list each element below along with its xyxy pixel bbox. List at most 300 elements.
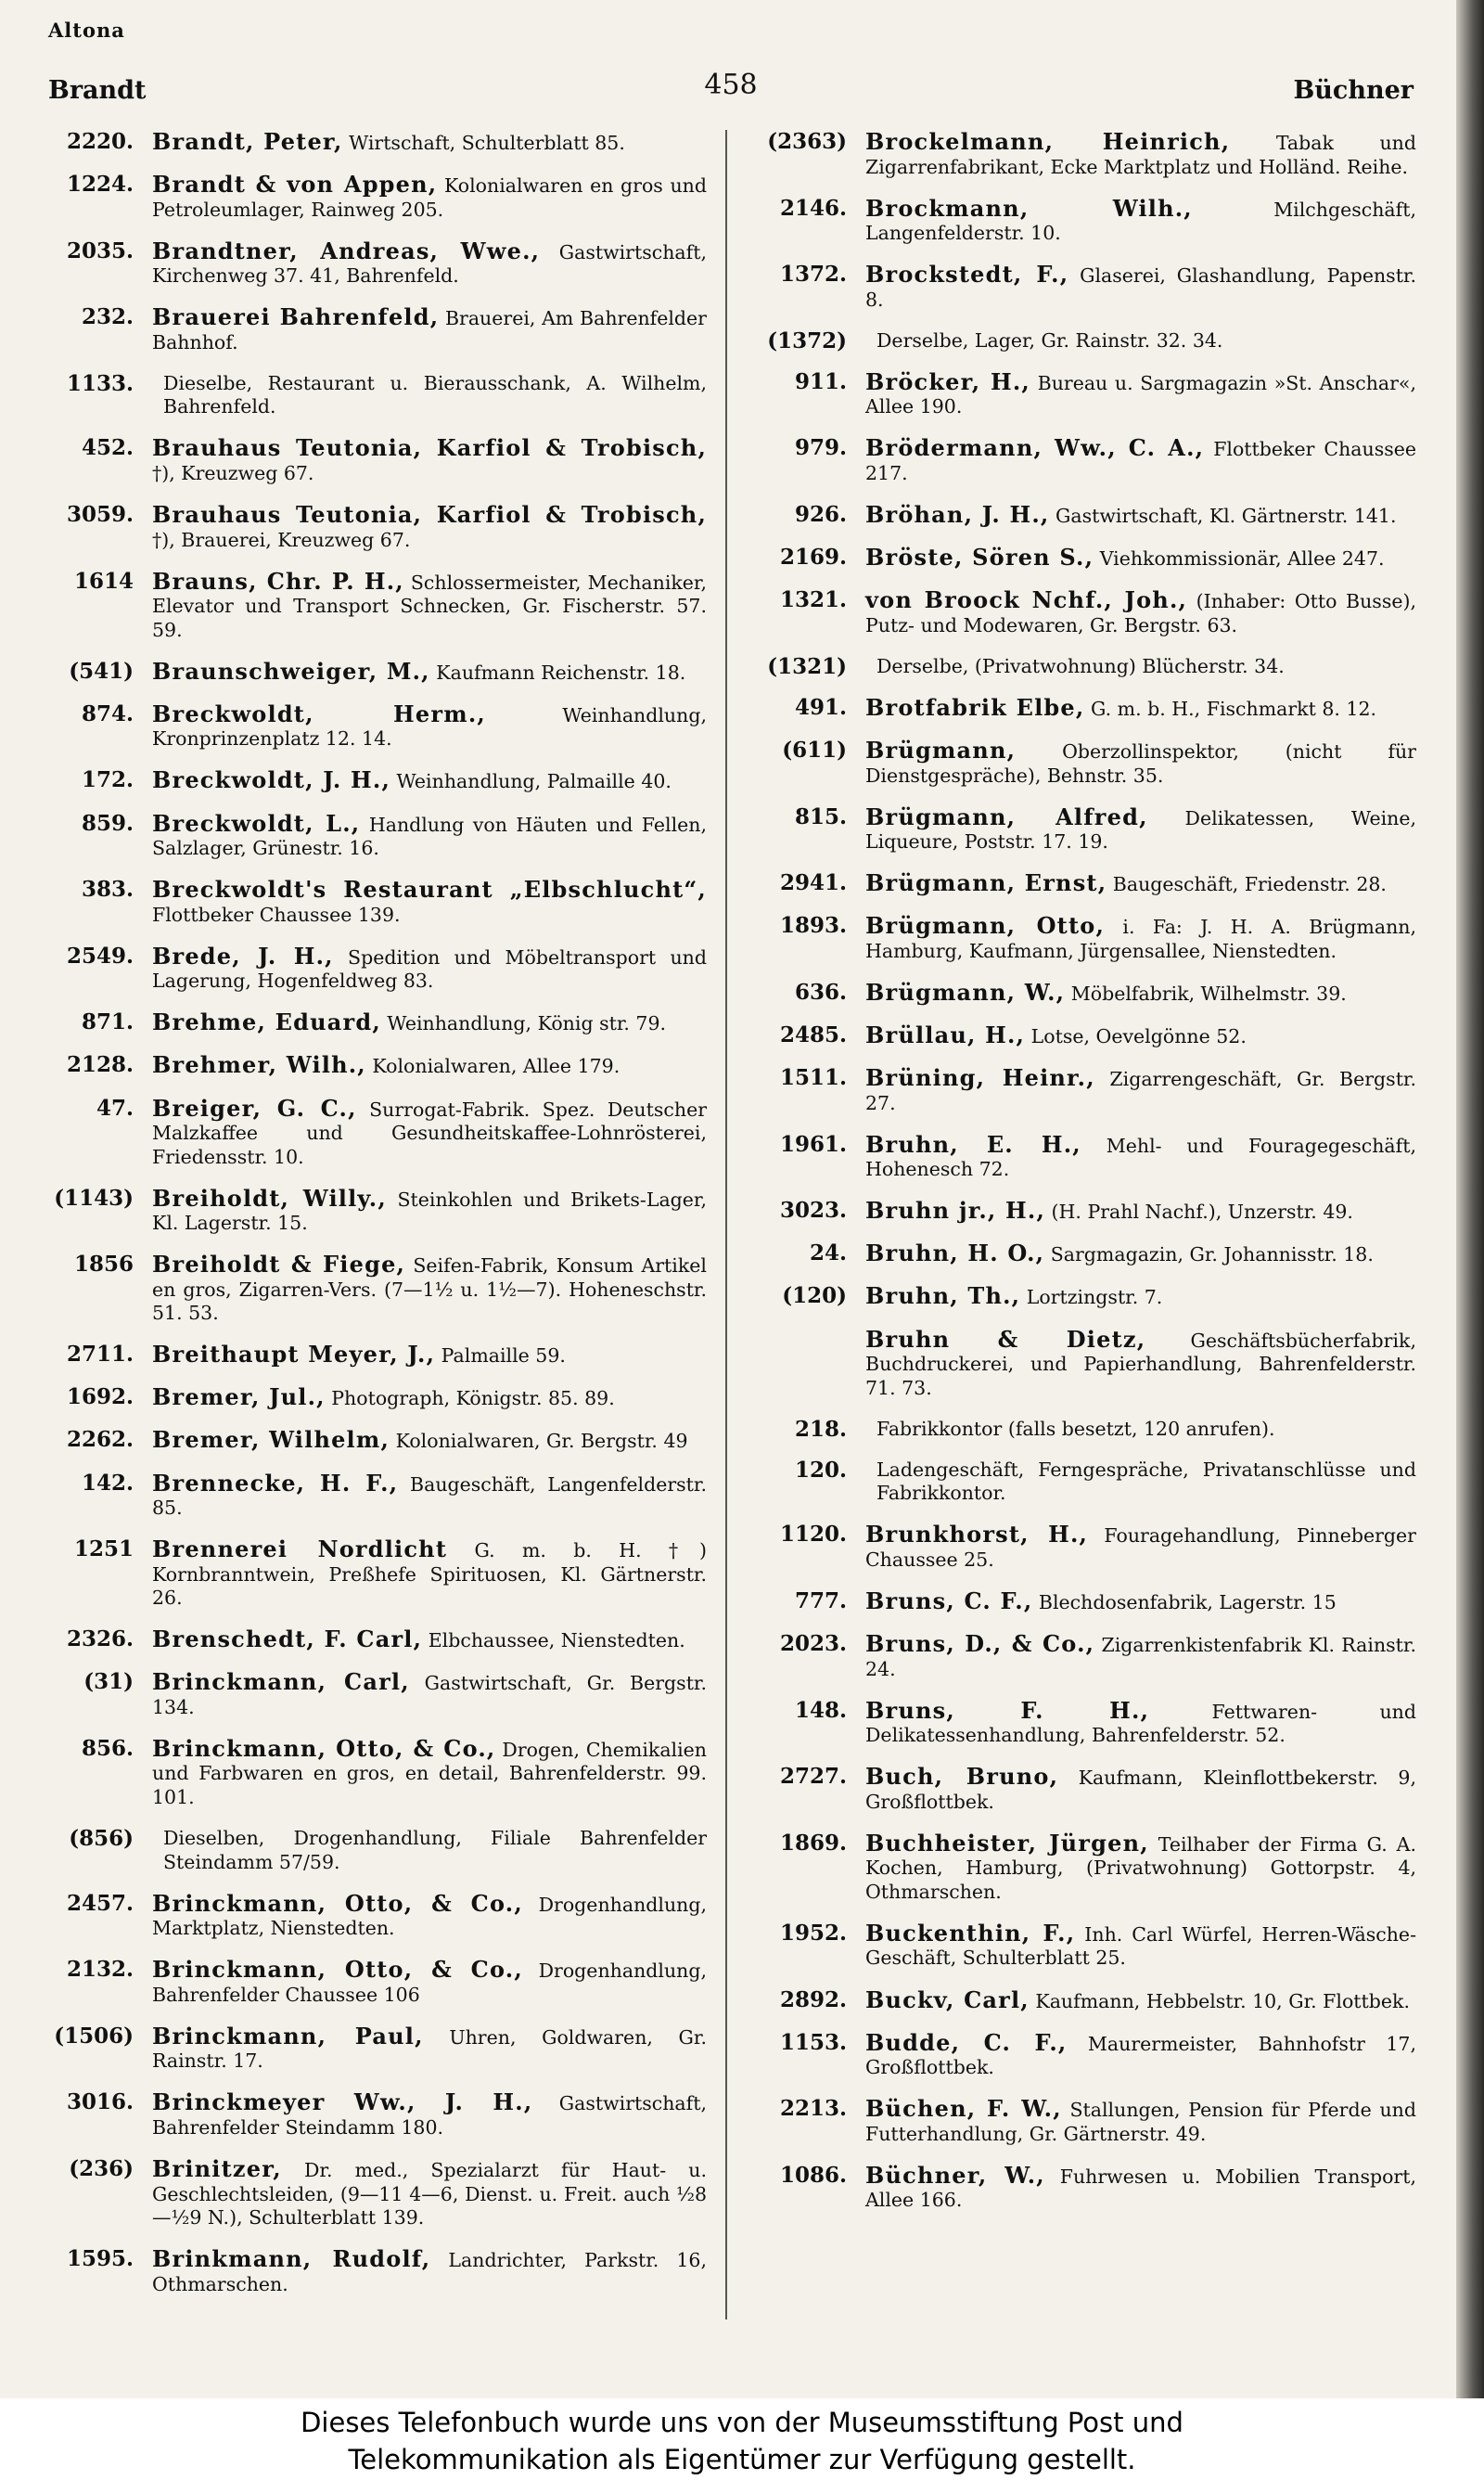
subscriber-details: Inh. Carl Würfel, Herren-Wäsche-Geschäft, Schulterblatt 25. <box>865 1922 1416 1970</box>
subscriber-name: Büchen, F. W., <box>865 2095 1062 2123</box>
entry-text <box>143 1537 707 1611</box>
subscriber-details: Viehkommissionär, Allee 247. <box>1099 547 1385 571</box>
subscriber-details: Spedition und Möbeltransport und Lagerung, Hogenfeldweg 83. <box>152 945 707 993</box>
entry-text <box>143 1428 707 1454</box>
entry-text <box>143 768 707 794</box>
phone-number: (611) <box>782 738 847 764</box>
phone-number: 859. <box>81 810 134 836</box>
phone-number: 874. <box>81 700 134 726</box>
subscriber-details: Lortzingstr. 7. <box>1026 1286 1163 1309</box>
entry-text <box>856 130 1416 179</box>
entry-text <box>856 588 1416 637</box>
entry-text <box>856 367 1416 419</box>
directory-entry <box>46 2024 707 2074</box>
subscriber-name: Bröste, Sören S., <box>865 544 1094 572</box>
subscriber-name: Bruns, F. H., <box>865 1696 1150 1724</box>
subscriber-name: von Broock Nchf., Joh., <box>865 586 1188 614</box>
directory-entry <box>756 1130 1416 1182</box>
phone-number: (1143) <box>54 1185 134 1211</box>
phone-number: 1961. <box>779 1131 847 1157</box>
directory-entry <box>46 503 707 552</box>
directory-entry <box>756 1418 1416 1442</box>
entry-text <box>856 194 1416 246</box>
subscriber-details: Geschäftsbücherfabrik, Buchdruckerei, und Papierhandlung, Bahrenfelderstr. 71. 73. <box>865 1329 1416 1399</box>
entry-text <box>856 1831 1416 1905</box>
entry-text <box>856 1023 1416 1049</box>
subscriber-name: Brockelmann, Heinrich, <box>865 128 1231 155</box>
entry-text <box>143 567 707 643</box>
subscriber-name: Buch, Bruno, <box>865 1763 1059 1791</box>
directory-entry <box>46 809 707 861</box>
entry-text <box>856 655 1416 679</box>
phone-number: 926. <box>794 502 847 528</box>
subscriber-details: Uhren, Goldwaren, Gr. Rainstr. 17. <box>152 2025 707 2073</box>
phone-number: 3016. <box>66 2089 134 2115</box>
subscriber-name: Brehme, Eduard, <box>152 1009 381 1036</box>
directory-entry <box>46 1889 707 1941</box>
phone-number: (120) <box>782 1283 847 1309</box>
subscriber-name: Brinckmann, Otto, & Co., <box>152 1734 496 1762</box>
header-first-entry: Brandt <box>48 76 147 105</box>
subscriber-name: Bruhn, H. O., <box>865 1240 1045 1267</box>
directory-entry <box>46 1958 707 2007</box>
entry-text <box>856 329 1416 353</box>
directory-entry <box>756 367 1416 419</box>
phone-number: (541) <box>69 658 134 684</box>
subscriber-name: Brinckmeyer Ww., J. H., <box>152 2088 533 2116</box>
subscriber-name: Breckwoldt, L., <box>152 809 361 837</box>
entry-text <box>856 805 1416 855</box>
entry-text <box>143 305 707 354</box>
entry-text <box>856 1418 1416 1442</box>
subscriber-details: Fuhrwesen u. Mobilien Transport, Allee 166. <box>865 2165 1416 2212</box>
subscriber-name: Bruhn jr., H., <box>865 1197 1046 1225</box>
entry-text <box>856 1921 1416 1971</box>
entry-text <box>143 657 707 686</box>
entry-text <box>143 944 707 994</box>
phone-number: 1511. <box>779 1065 847 1091</box>
directory-entry <box>46 1428 707 1454</box>
directory-entry <box>756 655 1416 679</box>
subscriber-details: Möbelfabrik, Wilhelmstr. 39. <box>1070 982 1347 1005</box>
entry-text <box>143 1889 707 1941</box>
directory-entry <box>756 914 1416 963</box>
phone-number: 3059. <box>66 502 134 528</box>
directory-entry <box>756 194 1416 246</box>
subscriber-details: Weinhandlung, Kronprinzenplatz 12. 14. <box>152 703 707 751</box>
entry-text <box>856 1284 1416 1310</box>
subscriber-details: Steinkohlen und Brikets-Lager, Kl. Lagerstr. 15. <box>152 1188 707 1235</box>
subscriber-name: Brennecke, H. F., <box>152 1469 399 1497</box>
directory-entry <box>756 588 1416 637</box>
subscriber-name: Brinckmann, Otto, & Co., <box>152 1956 523 1984</box>
entry-text <box>856 1130 1416 1182</box>
subscriber-name: Brennerei Nordlicht <box>152 1536 448 1563</box>
subscriber-name: Breithaupt Meyer, J., <box>152 1341 436 1368</box>
entry-text <box>856 914 1416 963</box>
directory-entry <box>756 436 1416 485</box>
subscriber-details: Tabak und Zigarrenfabrikant, Ecke Marktplatz und Holländ. Reihe. <box>865 132 1416 178</box>
subscriber-name: Brügmann, Ernst, <box>865 869 1107 897</box>
directory-entry <box>46 173 707 222</box>
entry-text <box>143 239 707 289</box>
entry-text <box>856 546 1416 572</box>
phone-number: 1321. <box>779 587 847 613</box>
phone-number: 47. <box>96 1095 134 1121</box>
subscriber-details: Derselbe, (Privatwohnung) Blücherstr. 34. <box>876 654 1285 677</box>
subscriber-name: Brotfabrik Elbe, <box>865 693 1085 721</box>
page-header <box>48 67 1414 104</box>
entry-text <box>143 1010 707 1036</box>
phone-number: 2035. <box>66 238 134 263</box>
subscriber-details: Flottbeker Chaussee 139. <box>152 903 401 926</box>
entry-text <box>856 1632 1416 1681</box>
phone-number: 120. <box>794 1457 847 1483</box>
subscriber-details: Ladengeschäft, Ferngespräche, Privatanschlüsse und Fabrikkontor. <box>876 1458 1416 1505</box>
subscriber-details: Flottbeker Chaussee 217. <box>865 438 1416 484</box>
entry-text <box>143 2090 707 2139</box>
subscriber-details: Dr. med., Spezialarzt für Haut- u. Geschlechtsleiden, (9—11 4—6, Dienst. u. Freit. auch ½8—½9 N.), Schulterblatt 139. <box>152 2159 707 2229</box>
footer-line-2: Telekommunikation als Eigentümer zur Verfügung gestellt. <box>348 2444 1136 2475</box>
phone-number: 777. <box>794 1587 847 1613</box>
header-last-entry: Büchner <box>1293 76 1414 105</box>
phone-number: 2485. <box>779 1022 847 1047</box>
footer-line-1: Dieses Telefonbuch wurde uns von der Museumsstiftung Post und <box>301 2407 1183 2438</box>
subscriber-details: Handlung von Häuten und Fellen, Salzlager, Grünestr. 16. <box>152 813 707 860</box>
directory-entry <box>46 567 707 643</box>
subscriber-name: Brinitzer, <box>152 2155 282 2182</box>
phone-number: 1153. <box>779 2029 847 2055</box>
directory-entry <box>756 2161 1416 2213</box>
column-divider <box>725 130 727 2319</box>
subscriber-name: Brandtner, Andreas, Wwe., <box>152 237 541 264</box>
directory-entry <box>756 693 1416 722</box>
directory-entry <box>756 1632 1416 1681</box>
subscriber-details: G. m. b. H., Fischmarkt 8. 12. <box>1090 697 1377 720</box>
subscriber-name: Büchner, W., <box>865 2161 1045 2189</box>
entry-text <box>143 1053 707 1079</box>
subscriber-name: Brödermann, Ww., C. A., <box>865 434 1205 462</box>
subscriber-details: Blechdosenfabrik, Lagerstr. 15 <box>1038 1590 1337 1613</box>
subscriber-name: Brinckmann, Carl, <box>152 1668 410 1696</box>
subscriber-name: Brüning, Heinr., <box>865 1064 1095 1092</box>
subscriber-name: Brauerei Bahrenfeld, <box>152 303 440 331</box>
directory-entry <box>46 1471 707 1521</box>
subscriber-details: Mehl- und Fouragegeschäft, Hohenesch 72. <box>865 1134 1416 1181</box>
entry-text <box>856 1199 1416 1225</box>
subscriber-name: Brinckmann, Paul, <box>152 2022 424 2050</box>
subscriber-name: Brinkmann, Rudolf, <box>152 2245 431 2273</box>
entry-text <box>143 809 707 861</box>
phone-number: (1372) <box>767 328 847 353</box>
phone-number: 3023. <box>779 1198 847 1224</box>
subscriber-details: i. Fa: J. H. A. Brügmann, Hamburg, Kaufmann, Jürgensallee, Nienstedten. <box>865 916 1416 962</box>
directory-entry <box>756 2028 1416 2080</box>
subscriber-details: Photograph, Königstr. 85. 89. <box>331 1387 615 1410</box>
directory-entry <box>46 2090 707 2139</box>
directory-entry <box>756 978 1416 1007</box>
directory-entry <box>46 130 707 156</box>
subscriber-name: Brüllau, H., <box>865 1022 1026 1048</box>
phone-number: (856) <box>69 1826 134 1852</box>
subscriber-details: G. m. b. H. †) Kornbranntwein, Preßhefe Spirituosen, Kl. Gärtnerstr. 26. <box>152 1539 707 1610</box>
subscriber-name: Brauns, Chr. P. H., <box>152 567 404 595</box>
directory-entry <box>46 436 707 485</box>
subscriber-name: Buckv, Carl, <box>865 1985 1030 2013</box>
subscriber-details: Zigarrenkistenfabrik Kl. Rainstr. 24. <box>865 1634 1416 1680</box>
subscriber-details: Oberzollinspektor, (nicht für Dienstgespräche), Behnstr. 35. <box>865 740 1416 787</box>
directory-entry <box>756 871 1416 897</box>
subscriber-name: Brandt & von Appen, <box>152 171 438 199</box>
directory-entry <box>46 1094 707 1170</box>
subscriber-details: Drogenhandlung, Bahrenfelder Chaussee 106 <box>152 1960 707 2006</box>
subscriber-name: Breckwoldt's Restaurant „Elbschlucht“, <box>152 876 707 904</box>
phone-number: 1086. <box>779 2162 847 2188</box>
directory-entry <box>46 239 707 289</box>
directory-entry <box>756 130 1416 179</box>
entry-text <box>856 263 1416 312</box>
entry-text <box>143 2247 707 2296</box>
directory-entry <box>46 1343 707 1368</box>
entry-text <box>856 693 1416 722</box>
subscriber-details: Stallungen, Pension für Pferde und Futterhandlung, Gr. Gärtnerstr. 49. <box>865 2099 1416 2145</box>
phone-number: (31) <box>83 1669 134 1695</box>
subscriber-name: Bruhn & Dietz, <box>865 1325 1146 1353</box>
subscriber-details: Wirtschaft, Schulterblatt 85. <box>349 132 625 154</box>
directory-entry <box>756 1066 1416 1115</box>
right-column <box>756 130 1416 2229</box>
entry-text <box>143 1343 707 1368</box>
subscriber-name: Brunkhorst, H., <box>865 1521 1089 1548</box>
subscriber-details: Kaufmann, Kleinflottbekerstr. 9, Großflottbek. <box>865 1767 1416 1813</box>
subscriber-name: Brenschedt, F. Carl, <box>152 1625 423 1653</box>
subscriber-details: Seifen-Fabrik, Konsum Artikel en gros, Zigarren-Vers. (7—1½ u. 1½—7). Hoheneschstr. 51. 53. <box>152 1254 707 1325</box>
phone-number: 383. <box>81 877 134 903</box>
subscriber-details: Delikatessen, Weine, Liqueure, Poststr. 17. 19. <box>865 806 1416 854</box>
directory-entry <box>46 372 707 419</box>
directory-entry <box>756 263 1416 312</box>
subscriber-name: Bremer, Jul., <box>152 1383 326 1411</box>
phone-number: 2146. <box>779 195 847 221</box>
subscriber-name: Brandt, Peter, <box>152 128 343 155</box>
directory-entry <box>46 944 707 994</box>
phone-number: 636. <box>794 979 847 1005</box>
phone-number: (236) <box>69 2156 134 2181</box>
subscriber-details: Kolonialwaren en gros und Petroleumlager, Rainweg 205. <box>152 174 707 221</box>
subscriber-name: Breiholdt & Fiege, <box>152 1251 406 1279</box>
phone-number: 232. <box>81 304 134 330</box>
directory-entry <box>46 1053 707 1079</box>
subscriber-details: Elbchaussee, Nienstedten. <box>428 1629 685 1652</box>
subscriber-details: †), Brauerei, Kreuzweg 67. <box>152 528 411 551</box>
book-binding-edge <box>1456 0 1484 2398</box>
directory-entry <box>46 1385 707 1411</box>
phone-number: 911. <box>794 368 847 394</box>
directory-entry <box>46 1734 707 1810</box>
directory-entry <box>756 1284 1416 1310</box>
subscriber-details: Teilhaber der Firma G. A. Kochen, Hamburg, (Privatwohnung) Gottorpstr. 4, Othmarschen. <box>865 1832 1416 1903</box>
entry-text <box>143 130 707 156</box>
subscriber-details: Bureau u. Sargmagazin »St. Anschar«, Allee 190. <box>865 371 1416 418</box>
phone-number: 142. <box>81 1470 134 1496</box>
entry-text <box>143 1670 707 1719</box>
subscriber-name: Bremer, Wilhelm, <box>152 1426 390 1454</box>
directory-entry <box>46 702 707 752</box>
directory-entry <box>46 1627 707 1653</box>
directory-entry <box>756 805 1416 855</box>
phone-number: 1614 <box>73 568 134 594</box>
subscriber-name: Breiholdt, Willy., <box>152 1184 387 1212</box>
subscriber-details: Baugeschäft, Friedenstr. 28. <box>1112 873 1387 896</box>
phone-number: 1133. <box>66 370 134 396</box>
subscriber-details: Maurermeister, Bahnhofstr 17, Großflottbek. <box>865 2032 1416 2079</box>
footer-notice <box>0 2398 1484 2480</box>
phone-number: 2941. <box>779 870 847 896</box>
phone-number: 491. <box>794 694 847 720</box>
subscriber-name: Bröcker, H., <box>865 367 1030 395</box>
phone-number: 2220. <box>66 129 134 154</box>
phone-number: 1251 <box>73 1536 134 1562</box>
subscriber-name: Breckwoldt, Herm., <box>152 700 486 727</box>
phone-number: 2457. <box>66 1890 134 1916</box>
subscriber-name: Bruhn, E. H., <box>865 1130 1081 1158</box>
phone-number: 2549. <box>66 943 134 969</box>
left-column <box>46 130 707 2314</box>
subscriber-details: Brauerei, Am Bahrenfelder Bahnhof. <box>152 307 707 353</box>
phone-number: 1692. <box>66 1384 134 1410</box>
subscriber-details: Fabrikkontor (falls besetzt, 120 anrufen). <box>876 1417 1275 1440</box>
subscriber-name: Brauhaus Teutonia, Karfiol & Trobisch, <box>152 501 707 529</box>
directory-entry <box>756 1696 1416 1748</box>
subscriber-name: Brockstedt, F., <box>865 261 1069 289</box>
subscriber-details: †), Kreuzweg 67. <box>152 461 314 484</box>
phone-number: 452. <box>81 435 134 461</box>
subscriber-name: Buckenthin, F., <box>865 1919 1076 1947</box>
directory-entry <box>756 2097 1416 2146</box>
directory-entry <box>46 1184 707 1236</box>
directory-entry <box>46 305 707 354</box>
subscriber-details: Baugeschäft, Langenfelderstr. 85. <box>152 1472 707 1520</box>
directory-entry <box>46 878 707 927</box>
entry-text <box>856 1241 1416 1267</box>
subscriber-details: Palmaille 59. <box>441 1344 566 1368</box>
entry-text <box>143 1385 707 1411</box>
subscriber-name: Bruns, D., & Co., <box>865 1630 1095 1658</box>
subscriber-name: Brügmann, Otto, <box>865 912 1106 940</box>
entry-text <box>856 1066 1416 1115</box>
subscriber-details: Gastwirtschaft, Kl. Gärtnerstr. 141. <box>1055 505 1397 528</box>
phone-number: 218. <box>794 1416 847 1442</box>
phone-number: (2363) <box>767 129 847 154</box>
subscriber-name: Brügmann, Alfred, <box>865 803 1148 830</box>
directory-entry <box>46 768 707 794</box>
entry-text <box>143 436 707 485</box>
phone-number: 1595. <box>66 2246 134 2272</box>
subscriber-details: Zigarrengeschäft, Gr. Bergstr. 27. <box>865 1068 1416 1114</box>
subscriber-details: Derselbe, Lager, Gr. Rainstr. 32. 34. <box>876 328 1223 352</box>
phone-number: 2711. <box>66 1342 134 1368</box>
directory-entry <box>756 1199 1416 1225</box>
subscriber-name: Bruhn, Th., <box>865 1282 1021 1310</box>
subscriber-details: Drogenhandlung, Marktplatz, Nienstedten. <box>152 1893 707 1940</box>
entry-text <box>143 503 707 552</box>
entry-text <box>856 503 1416 529</box>
subscriber-details: (Inhaber: Otto Busse), Putz- und Modewaren, Gr. Bergstr. 63. <box>865 590 1416 636</box>
directory-entry <box>756 1241 1416 1267</box>
directory-entry <box>756 546 1416 572</box>
entry-text <box>143 1471 707 1521</box>
entry-text <box>856 2028 1416 2080</box>
entry-text <box>856 1765 1416 1814</box>
subscriber-name: Brinckmann, Otto, & Co., <box>152 1889 523 1917</box>
subscriber-name: Braunschweiger, M., <box>152 657 430 685</box>
subscriber-name: Budde, C. F., <box>865 2028 1068 2056</box>
phone-number: 2132. <box>66 1957 134 1983</box>
phone-number: 979. <box>794 435 847 461</box>
phone-number: 856. <box>81 1735 134 1761</box>
phone-number: 815. <box>794 803 847 829</box>
phone-number: 1893. <box>779 913 847 939</box>
entry-text <box>143 702 707 752</box>
phone-number: 1869. <box>779 1830 847 1856</box>
directory-entry <box>46 1537 707 1611</box>
directory-entry <box>756 503 1416 529</box>
directory-entry <box>46 657 707 686</box>
subscriber-details: Gastwirtschaft, Gr. Bergstr. 134. <box>152 1672 707 1718</box>
phone-number: 1120. <box>779 1522 847 1548</box>
subscriber-details: Glaserei, Glashandlung, Papenstr. 8. <box>865 264 1416 311</box>
directory-entry <box>46 2247 707 2296</box>
entry-text <box>856 1523 1416 1572</box>
subscriber-details: Landrichter, Parkstr. 16, Othmarschen. <box>152 2249 707 2295</box>
phone-number: 2023. <box>779 1631 847 1657</box>
phone-number: 2727. <box>779 1764 847 1790</box>
directory-entry <box>756 1523 1416 1572</box>
subscriber-details: Kolonialwaren, Allee 179. <box>372 1055 620 1078</box>
entry-text <box>143 173 707 222</box>
directory-entry <box>46 1670 707 1719</box>
subscriber-details: Lotse, Oevelgönne 52. <box>1030 1025 1247 1047</box>
page-number: 458 <box>704 69 758 101</box>
subscriber-details: Dieselbe, Restaurant u. Bierausschank, A. Wilhelm, Bahrenfeld. <box>163 371 707 418</box>
entry-text <box>143 878 707 927</box>
phone-number: 148. <box>794 1697 847 1723</box>
subscriber-details: Surrogat-Fabrik. Spez. Deutscher Malzkaffee und Gesundheitskaffee-Lohnrösterei, Friedensstr. 10. <box>152 1098 707 1168</box>
phone-number: 2892. <box>779 1986 847 2012</box>
directory-entry <box>756 1831 1416 1905</box>
phone-number: 172. <box>81 767 134 793</box>
subscriber-details: Milchgeschäft, Langenfelderstr. 10. <box>865 198 1416 245</box>
subscriber-details: Kolonialwaren, Gr. Bergstr. 49 <box>395 1430 688 1453</box>
phone-number: 2169. <box>779 545 847 571</box>
subscriber-details: Drogen, Chemikalien und Farbwaren en gros, en detail, Bahrenfelderstr. 99. 101. <box>152 1738 707 1808</box>
directory-entry <box>756 1589 1416 1615</box>
entry-text <box>856 1696 1416 1748</box>
subscriber-name: Bröhan, J. H., <box>865 501 1050 529</box>
directory-entry <box>756 1325 1416 1401</box>
subscriber-name: Brede, J. H., <box>152 942 334 970</box>
entry-text <box>856 1589 1416 1615</box>
directory-entry <box>756 739 1416 788</box>
entry-text <box>143 1734 707 1810</box>
subscriber-details: Weinhandlung, König str. 79. <box>387 1012 667 1035</box>
subscriber-name: Brügmann, W., <box>865 978 1066 1006</box>
subscriber-details: Kaufmann, Hebbelstr. 10, Gr. Flottbek. <box>1035 1989 1410 2012</box>
directory-entry <box>46 1827 707 1874</box>
directory-entry <box>756 1023 1416 1049</box>
subscriber-details: Fettwaren- und Delikatessenhandlung, Bahrenfelderstr. 52. <box>865 1700 1416 1747</box>
entry-text <box>856 871 1416 897</box>
